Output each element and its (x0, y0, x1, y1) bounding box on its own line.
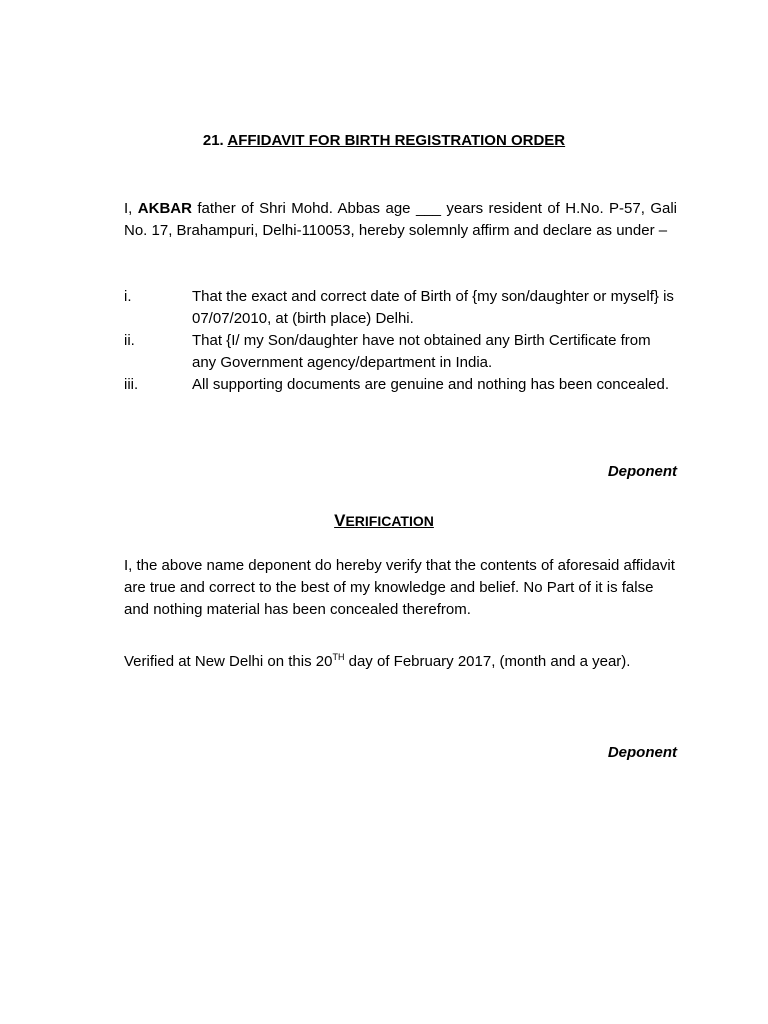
heading-title: AFFIDAVIT FOR BIRTH REGISTRATION ORDER (227, 132, 566, 149)
heading-number: 21. (202, 132, 224, 149)
item-text: That the exact and correct date of Birth of {my son/daughter or myself} is 07/07/2010, at (birth place) Delhi. (192, 288, 674, 327)
affiant-name: AKBAR (137, 200, 192, 217)
document-heading (0, 132, 768, 149)
intro-prefix: I, (124, 200, 133, 217)
item-number: iii. (124, 376, 139, 393)
verified-after: day of February 2017, (month and a year). (344, 653, 631, 670)
verified-before: Verified at New Delhi on this 20 (124, 653, 333, 670)
verification-paragraph: I, the above name deponent do hereby verify that the contents of aforesaid affidavit are true and correct to the best of my knowledge and belief. No Part of it is false and nothing material has been concealed therefrom. (124, 557, 675, 618)
item-number: i. (124, 288, 132, 305)
deponent-label-second: Deponent (607, 744, 677, 761)
list-item (124, 286, 677, 330)
verification-heading-rest: ERIFICATION (345, 513, 434, 529)
verification-heading (0, 511, 768, 531)
declaration-list (124, 286, 677, 396)
list-item (124, 374, 677, 396)
item-text: All supporting documents are genuine and nothing has been concealed. (192, 376, 670, 393)
item-number: ii. (124, 332, 135, 349)
item-text: That {I/ my Son/daughter have not obtained any Birth Certificate from any Government agency/department in India. (192, 332, 651, 371)
list-item (124, 330, 677, 374)
deponent-label-first: Deponent (607, 463, 677, 480)
intro-text: father of Shri Mohd. Abbas age ___ years resident of H.No. P-57, Gali No. 17, Brahampuri, Delhi-110053, hereby solemnly affirm and declare as under – (124, 200, 677, 239)
verification-heading-initial: V (334, 511, 346, 530)
verified-at-line (124, 646, 684, 673)
intro-paragraph (124, 198, 677, 242)
verified-sup: TH (332, 652, 345, 662)
